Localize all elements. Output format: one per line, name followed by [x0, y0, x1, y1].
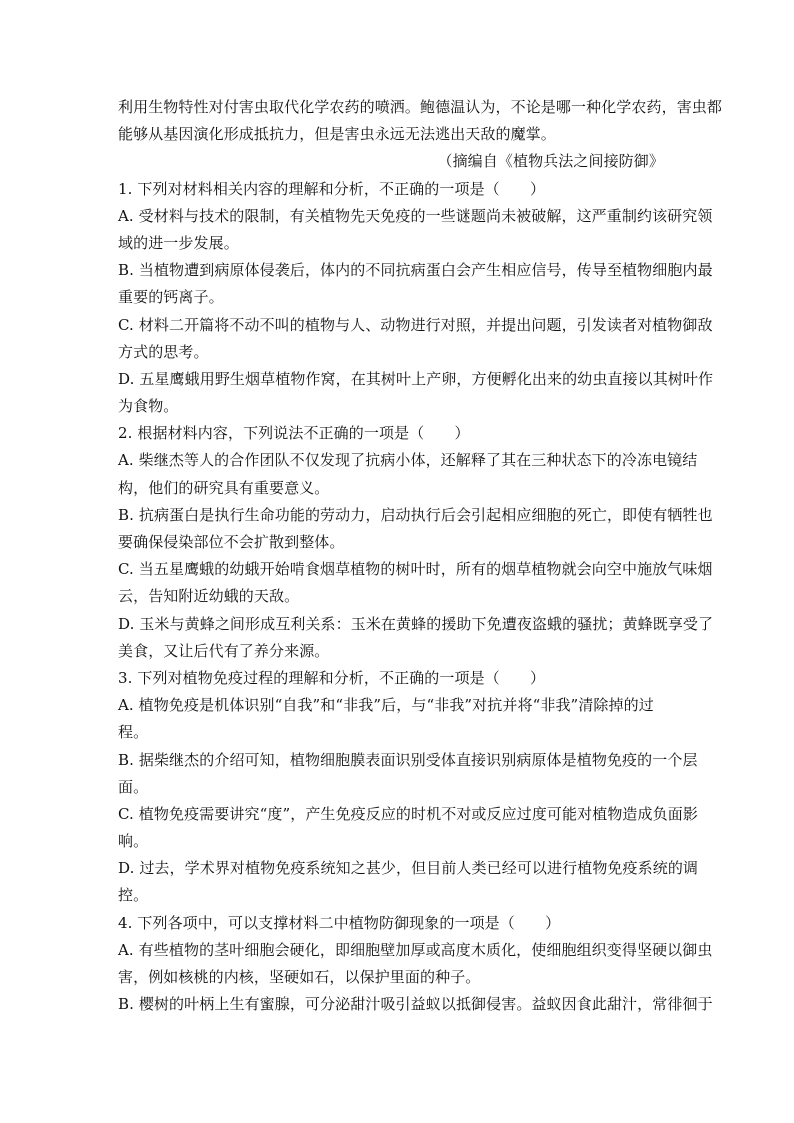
- question-2-option-a-line-1: A. 柴继杰等人的合作团队不仅发现了抗病小体，还解释了其在三种状态下的冷冻电镜结: [118, 451, 698, 470]
- question-1-option-c-line-1: C. 材料二开篇将不动不叫的植物与人、动物进行对照，并提出问题，引发读者对植物御敌: [118, 315, 713, 334]
- question-1-stem: 1. 下列对材料相关内容的理解和分析，不正确的一项是（ ）: [118, 179, 546, 198]
- question-3-stem: 3. 下列对植物免疫过程的理解和分析，不正确的一项是（ ）: [118, 668, 546, 687]
- question-3-option-c-line-2: 响。: [118, 832, 149, 851]
- question-1-option-a-line-1: A. 受材料与技术的限制，有关植物先天免疫的一些谜题尚未被破解，这严重制约该研究领: [118, 206, 713, 225]
- question-4-stem: 4. 下列各项中，可以支撑材料二中植物防御现象的一项是（ ）: [118, 913, 561, 932]
- passage-line-1: 利用生物特性对付害虫取代化学农药的喷洒。鲍德温认为，不论是哪一种化学农药，害虫都: [118, 98, 723, 116]
- question-2-option-c-line-2: 云，告知附近幼蛾的天敌。: [118, 587, 300, 606]
- question-4-option-b-line-1: B. 樱树的叶柄上生有蜜腺，可分泌甜汁吸引益蚁以抵御侵害。益蚁因食此甜汁，常徘徊于: [118, 995, 713, 1014]
- question-3-option-c-line-1: C. 植物免疫需要讲究“度”，产生免疫反应的时机不对或反应过度可能对植物造成负面影: [118, 804, 698, 823]
- question-1-option-d-line-2: 为食物。: [118, 397, 179, 416]
- question-2-option-c-line-1: C. 当五星鹰蛾的幼蛾开始啃食烟草植物的树叶时，所有的烟草植物就会向空中施放气味烟: [118, 560, 713, 579]
- question-1-option-d-line-1: D. 五星鹰蛾用野生烟草植物作窝，在其树叶上产卵，方便孵化出来的幼虫直接以其树叶作: [118, 369, 714, 388]
- question-3-option-b-line-1: B. 据柴继杰的介绍可知，植物细胞膜表面识别受体直接识别病原体是植物免疫的一个层: [118, 750, 698, 769]
- question-3-option-d-line-2: 控。: [118, 886, 149, 905]
- question-1-option-c-line-2: 方式的思考。: [118, 342, 209, 361]
- question-1-option-b-line-1: B. 当植物遭到病原体侵袭后，体内的不同抗病蛋白会产生相应信号，传导至植物细胞内最: [118, 261, 713, 280]
- question-3-option-b-line-2: 面。: [118, 777, 149, 796]
- question-2-option-b-line-1: B. 抗病蛋白是执行生命功能的劳动力，启动执行后会引起相应细胞的死亡，即使有牺牲也: [118, 505, 713, 524]
- question-3-option-a-line-2: 程。: [118, 723, 149, 742]
- question-1-option-a-line-2: 域的进一步发展。: [118, 233, 239, 252]
- passage-line-2: 能够从基因演化形成抵抗力，但是害虫永远无法逃出天敌的魔掌。: [118, 125, 556, 144]
- question-1-option-b-line-2: 重要的钙离子。: [118, 288, 224, 307]
- question-2-option-d-line-2: 美食，又让后代有了养分来源。: [118, 641, 330, 660]
- document-body: [118, 94, 723, 1018]
- question-4-option-a-line-1: A. 有些植物的茎叶细胞会硬化，即细胞壁加厚或高度木质化，使细胞组织变得坚硬以御虫: [118, 940, 713, 959]
- question-4-option-a-line-2: 害，例如核桃的内核，坚硬如石，以保护里面的种子。: [118, 968, 481, 986]
- question-2-option-b-line-2: 要确保侵染部位不会扩散到整体。: [118, 533, 345, 551]
- passage-source: （摘编自《植物兵法之间接防御》: [437, 152, 664, 171]
- question-2-option-d-line-1: D. 玉米与黄蜂之间形成互利关系：玉米在黄蜂的援助下免遭夜盗蛾的骚扰；黄蜂既享受了: [118, 614, 714, 633]
- question-2-stem: 2. 根据材料内容，下列说法不正确的一项是（ ）: [118, 424, 470, 443]
- question-3-option-d-line-1: D. 过去，学术界对植物免疫系统知之甚少，但目前人类已经可以进行植物免疫系统的调: [118, 859, 699, 878]
- question-3-option-a-line-1: A. 植物免疫是机体识别“自我”和“非我”后，与“非我”对抗并将“非我”清除掉的过: [118, 696, 654, 715]
- question-2-option-a-line-2: 构，他们的研究具有重要意义。: [118, 478, 330, 497]
